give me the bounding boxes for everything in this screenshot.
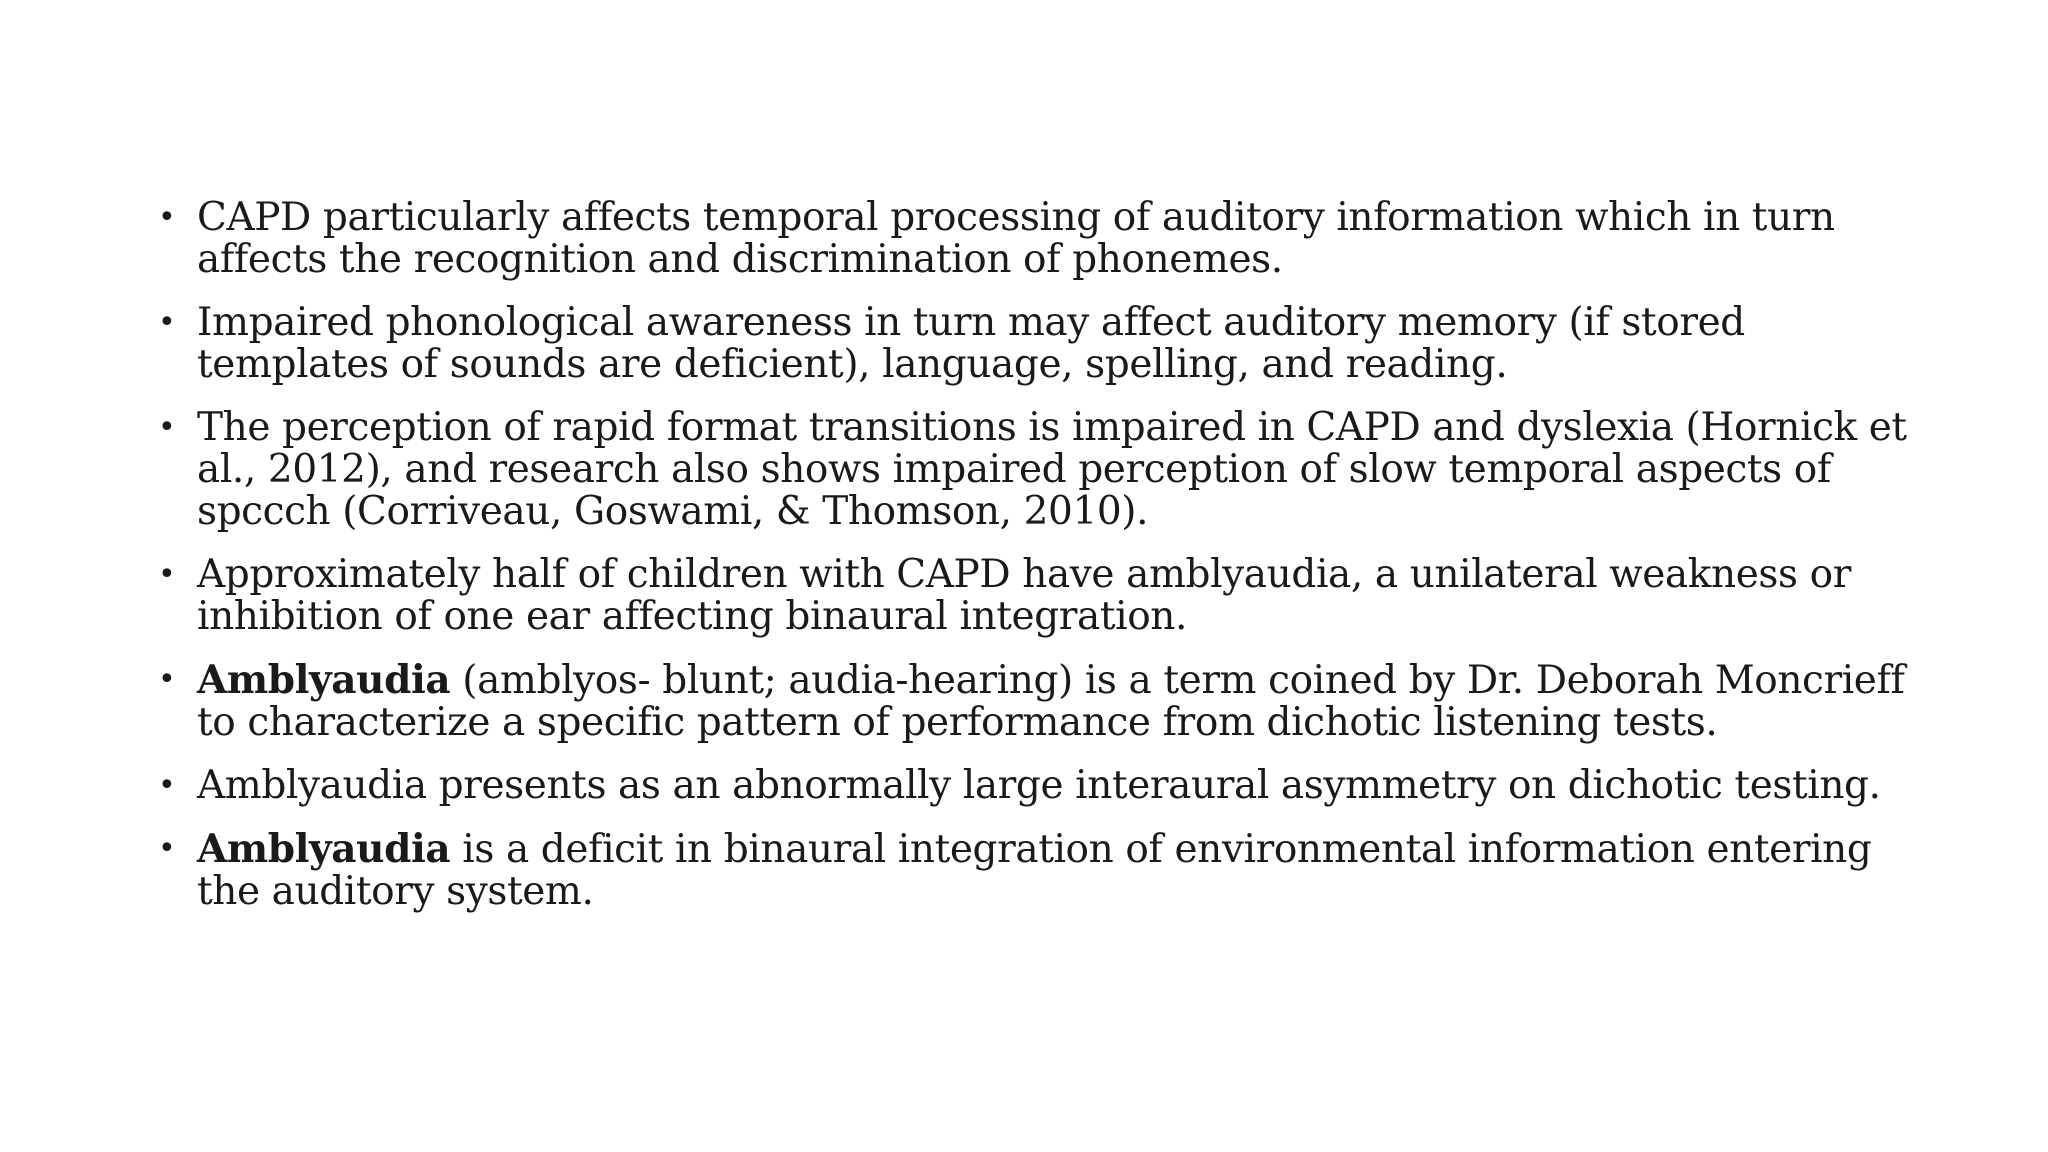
bullet-icon: • [158,557,176,592]
bullet-half-of-children [150,554,1930,638]
slide-body [150,197,1930,934]
bullet-text: Impaired phonological awareness in turn may affect auditory memory (if stored templates of sounds are deficient), language, spelling, and reading. [197,300,1745,387]
bullet-icon: • [158,410,176,445]
bullet-binaural-integration-deficit [150,828,1930,913]
bullet-rapid-format-transitions [150,407,1930,533]
bullet-text: Approximately half of children with CAPD have amblyaudia, a unilateral weakness or inhibition of one ear affecting binaural integration. [197,552,1851,639]
bullet-icon: • [158,305,176,340]
bullet-text: (amblyos- blunt; audia-hearing) is a term coined by Dr. Deborah Moncrieff to characterize a specific pattern of performance from dichotic listening tests. [197,658,1905,745]
bullet-text: Amblyaudia presents as an abnormally large interaural asymmetry on dichotic testing. [197,763,1881,808]
bullet-text: is a deficit in binaural integration of environmental information entering the auditory system. [197,827,1872,914]
bullet-phonological-awareness [150,302,1930,386]
bullet-icon: • [158,768,176,803]
bullet-icon: • [158,200,176,235]
bullet-amblyaudia-definition [150,659,1930,744]
bullet-term: Amblyaudia [197,826,451,872]
bullet-icon: • [158,662,176,697]
bullet-icon: • [158,831,176,866]
bullet-interaural-asymmetry [150,765,1930,807]
bullet-text: CAPD particularly affects temporal processing of auditory information which in turn affects the recognition and discrimination of phonemes. [197,195,1835,282]
bullet-text: The perception of rapid format transitions is impaired in CAPD and dyslexia (Hornick et al., 2012), and research also shows impaired perception of slow temporal aspects of spccch (Corriveau, Goswami, & Thomson, 2010). [197,405,1907,534]
bullet-term: Amblyaudia [197,657,451,703]
bullet-capd-temporal-processing [150,197,1930,281]
bullet-list [150,197,1930,913]
